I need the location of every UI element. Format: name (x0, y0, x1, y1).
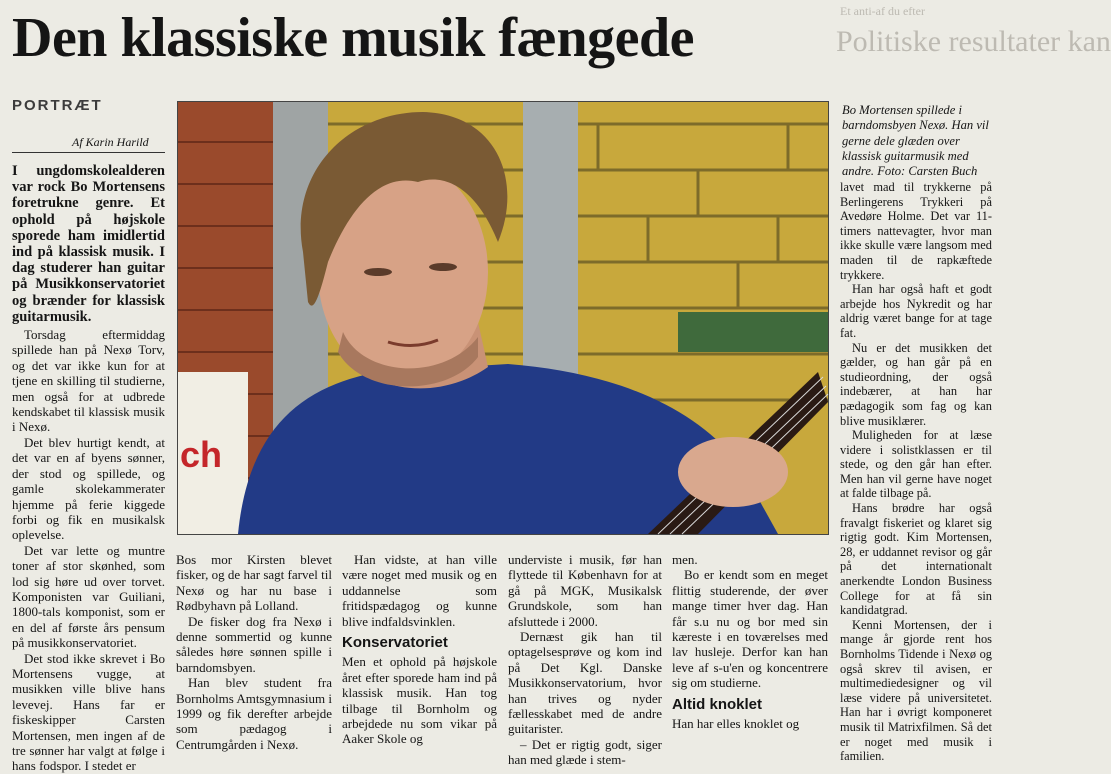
body-paragraph: Det blev hurtigt kendt, at det var en af byens sønner, der stod og spillede, og gamle skolekammerater hjemme på ferie kiggede forbi og fik en musikalsk oplevelse. (12, 434, 165, 543)
article-column-4 (508, 552, 662, 768)
body-paragraph: Muligheden for at læse videre i solistklassen er til stede, og den går han efter. Men han vil gerne have noget at falde tilbage på. (840, 428, 992, 501)
guitarist-photo (177, 101, 829, 535)
article-column-3 (342, 552, 497, 747)
section-kicker: PORTRÆT (12, 97, 103, 114)
body-paragraph: De fisker dog fra Nexø i denne sommertid og kunne således høre sønnen spille i barndomsbyen. (176, 613, 332, 675)
bleed-through-line-2: Politiske resultater kan (836, 25, 1111, 58)
wall-sign-text: ch (180, 434, 223, 475)
body-paragraph: men. (672, 552, 698, 567)
body-paragraph: Det var lette og muntre toner af stor skønhed, som lod sig høre ud over torvet. Komponisten var Guiliani, 1800-tals komponist, som er en del af første års pensum på musikkonservatoriet. (12, 542, 165, 651)
article-column-5 (672, 552, 828, 731)
body-paragraph: Han har også haft et godt arbejde hos Nykredit og har aldrig været bange for at tage fat. (840, 282, 992, 340)
subheading: Altid knoklet (672, 695, 763, 713)
body-paragraph: Hans brødre har også fravalgt fiskeriet og klaret sig rigtig godt. Kim Mortensen, 28, er uddannet revisor og går på det internationalt anerkendte London Business College for at få sin kandidatgrad. (840, 501, 992, 618)
body-paragraph: Bos mor Kirsten blevet fisker, og de har sagt farvel til Nexø og har nu base i Rødbyhavn på Lolland. (176, 552, 332, 614)
body-paragraph: underviste i musik, før han flyttede til København for at gå på MGK, Musikalsk Grundskole, som han afsluttede i 2000. (508, 552, 662, 629)
article-column-6 (840, 180, 992, 764)
bleed-through-line-1: Et anti-af du efter (840, 4, 925, 18)
lead-paragraph: I ungdomskolealderen var rock Bo Mortensens foretrukne genre. Et ophold på højskole sporede ham imidlertid ind på klassisk musik. I dag studerer han guitar på Musikkonservatoriet og brænder for klassisk guitarmusik. (12, 163, 165, 325)
byline-rule (12, 152, 165, 153)
body-paragraph: Han vidste, at han ville være noget med musik og en uddannelse som fritidspædagog og kunne blive indfaldsvinklen. (342, 552, 497, 629)
article-column-2 (176, 552, 332, 752)
body-paragraph: Nu er det musikken det gælder, og han går på en studieordning, der også indebærer, at han har pædagogik som fag og kan blive musiklærer. (840, 340, 992, 428)
body-paragraph: Han har elles knoklet og (672, 716, 800, 732)
body-paragraph: Kenni Mortensen, der i mange år gjorde rent hos Bornholms Tidende i Nexø og også skrev til avisen, er multimediedesigner og vil læse videre på universitetet. Han har i øvrigt komponeret musik til Matrixfilmen. Så det er noget med musik i familien. (840, 617, 992, 764)
photo-caption: Bo Mortensen spillede i barndomsbyen Nexø. Han vil gerne dele glæden over klassisk guitarmusik med andre. Foto: Carsten Buch (842, 103, 989, 179)
body-paragraph: – Det er rigtig godt, siger han med glæde i stem- (508, 736, 662, 768)
body-paragraph: lavet mad til trykkerne på Berlingerens Trykkeri på Avedøre Holme. Det var 11-timers nattevagter, hvor man ikke skulle være langsom med maden til de rapkæftede trykkere. (840, 180, 992, 282)
byline: Af Karin Harild (72, 135, 149, 149)
subheading: Konservatoriet (342, 634, 448, 652)
article-column-1 (12, 163, 165, 774)
body-paragraph: Bo er kendt som en meget flittig studerende, der øver mange timer hver dag. Han får s.u nu og bor med sin kæreste i en toværelses med lav husleje. Derfor kan han leve af s-u'en og koncentrere sig om studierne. (672, 567, 828, 691)
body-paragraph: Han blev student fra Bornholms Amtsgymnasium i 1999 og fik derefter arbejde som pædagog i Centrumgården i Nexø. (176, 675, 333, 752)
body-paragraph: Dernæst gik han til optagelsesprøve og kom ind på Det Kgl. Danske Musikkonservatorium, hvor han trives og nyder fællesskabet med de andre guitarister. (508, 629, 662, 737)
body-paragraph: Men et ophold på højskole året efter sporede ham ind på klassisk musik. Han tog tilbage til Bornholm og arbejdede nu som vikar på Aaker Skole og (342, 654, 497, 747)
headline: Den klassiske musik fængede (12, 7, 694, 69)
body-paragraph: Det stod ikke skrevet i Bo Mortensens vugge, at musikken ville blive hans levevej. Hans far er fiskeskipper Carsten Mortensen, men ingen af de tre sønner har valgt at følge i hans fodspor. I stedet er (12, 650, 165, 774)
body-paragraph: Torsdag eftermiddag spillede han på Nexø Torv, og det var ikke kun for at tjene en skilling til studierne, men også for at udbrede kendskabet til klassisk musik i Nexø. (12, 327, 165, 435)
